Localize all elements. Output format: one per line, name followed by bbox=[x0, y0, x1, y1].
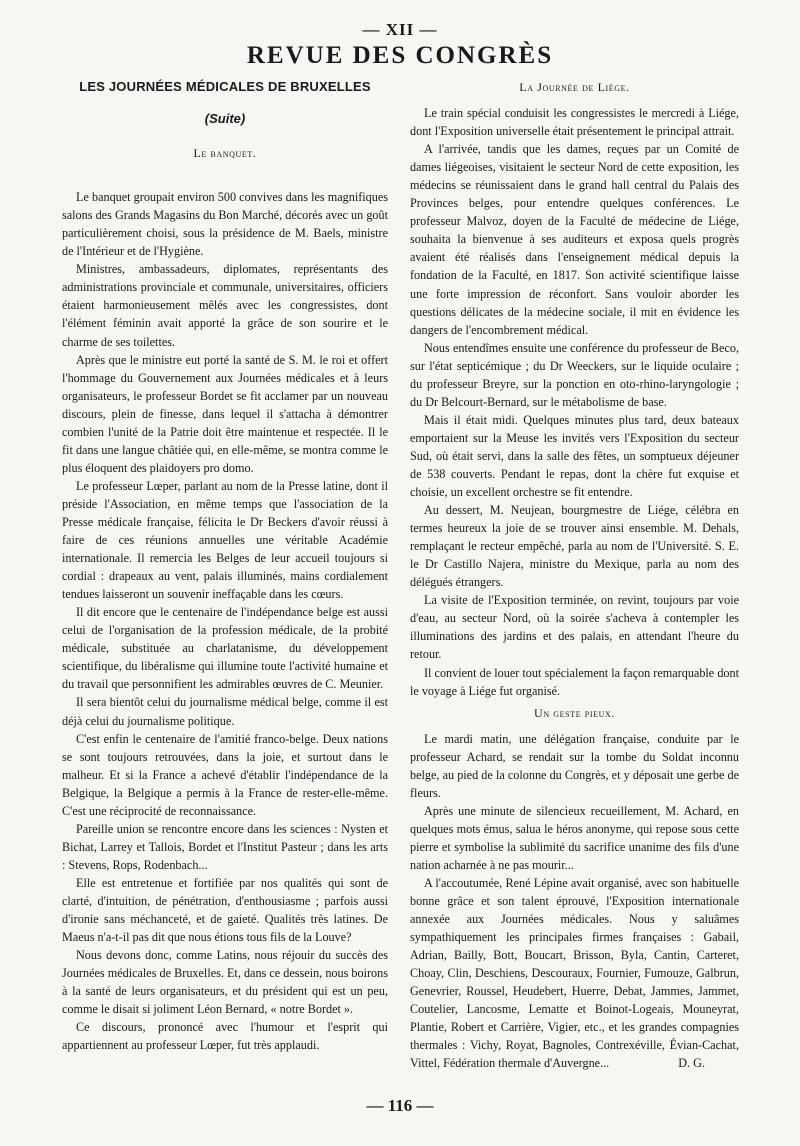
paragraph: Nous entendîmes ensuite une conférence du professeur de Beco, sur l'état septicémique ; du Dr Weeckers, sur le liquide oculaire ; du professeur Breyre, sur la ponction en oto-rhino-laryngologie ; du Dr Belcourt-Bernard, sur le métabolisme de base. bbox=[410, 340, 739, 409]
paragraph: A l'arrivée, tandis que les dames, reçues par un Comité de dames liégeoises, visitaient le secteur Nord de cette exposition, les médecins se réunissaient dans le grand hall central du Palais des Provinces belges, pour entendre quelques conférences. Le professeur Malvoz, doyen de la Faculté de médecine de Liége, souhaita la bienvenue à ses auditeurs et exposa quels progrès avaient été réalisés dans l'enseignement médical depuis la fondation de la Faculté, en 1817. Son activité scientifique laisse une forte impression de réconfort. Sans vouloir aborder les questions délicates de la médecine sociale, il mit en évidence les dangers de l'encombrement médical. bbox=[410, 142, 739, 337]
paragraph: C'est enfin le centenaire de l'amitié franco-belge. Deux nations se sont toujours retrouvées, dans la joie, et surtout dans le malheur. Et si la France a achevé d'établir l'indépendance de la Belgique, la Belgique a permis à la France de rester-elle-même. C'est une réciprocité de reconnaissance. bbox=[62, 731, 388, 818]
article-heading: LES JOURNÉES MÉDICALES DE BRUXELLES bbox=[79, 79, 371, 94]
paragraph: Mais il était midi. Quelques minutes plus tard, deux bateaux emportaient sur la Meuse les invités vers l'Exposition du secteur Sud, où était servi, dans la salle des fêtes, un somptueux déjeuner de 538 couverts. Pendant le repas, dont la chère fut exquise et choisie, un excellent orchestre se fit entendre. bbox=[410, 412, 739, 500]
paragraph: Il dit encore que le centenaire de l'indépendance belge est aussi celui de l'organisation de la profession médicale, de la probité médicale, substituée au charlatanisme, du développement scientifique, du libéralisme qui illumine toute l'activité humaine et du travail que personnifient les admirables œuvres de C. Meunier. bbox=[62, 605, 388, 692]
paragraph-with-signature bbox=[410, 874, 739, 1073]
paragraph: Nous devons donc, comme Latins, nous réjouir du succès des Journées médicales de Bruxelles. Et, dans ce dessein, nous boirons à la santé de leurs organisateurs, et du président qui est un peu, comme le disait si joliment Léon Bernard, « notre Bordet ». bbox=[62, 948, 388, 1017]
page-number: — 116 — bbox=[366, 1096, 434, 1115]
paragraph: Après une minute de silencieux recueillement, M. Achard, en quelques mots émus, salua le héros anonyme, qui repose sous cette pierre et symbolise la sublimité du sacrifice unanime des fils d'une nation acharnée à ne pas mourir... bbox=[410, 803, 739, 872]
author-signature: D. G. bbox=[678, 1056, 705, 1071]
roman-page-marker: — XII — bbox=[362, 20, 438, 39]
paragraph: Le professeur Lœper, parlant au nom de la Presse latine, dont il préside l'Association, en même temps que l'association de la Presse médicale française, félicita le Dr Beckers d'avoir réussi à faire de ces réunions annuelles une véritable Académie internationale. Il remercia les Belges de leur accueil toujours si cordial : drapeaux au vent, palais illuminés, mains cordialement tendues laisseront un souvenir ineffaçable dans les cœurs. bbox=[62, 478, 388, 602]
paragraph: Pareille union se rencontre encore dans les sciences : Nysten et Bichat, Larrey et Tallois, Bordet et l'Institut Pasteur ; dans les arts : Stevens, Rops, Rodenbach... bbox=[62, 821, 388, 872]
section-heading-geste: Un geste pieux. bbox=[534, 705, 615, 720]
paragraph: Le mardi matin, une délégation française, conduite par le professeur Achard, se rendait sur la tombe du Soldat inconnu belge, au pied de la colonne du Congrès, et y déposait une gerbe de fleurs. bbox=[410, 731, 739, 800]
paragraph: Après que le ministre eut porté la santé de S. M. le roi et offert l'hommage du Gouvernement aux Journées médicales et à leurs organisateurs, le professeur Bordet se fit acclamer par un nouveau discours, plein de finesse, dans lequel il s'attacha à démontrer combien l'unité de la Patrie doit être maintenue et respectée. Il le fit dans une langue châtiée qui, en elle-même, se montra comme le plus éloquent des plaidoyers pro domo. bbox=[62, 352, 388, 475]
paragraph: Le train spécial conduisit les congressistes le mercredi à Liége, dont l'Exposition universelle était présentement le principal attrait. bbox=[410, 106, 739, 139]
right-column bbox=[410, 78, 739, 1073]
section-heading-liege: La Journée de Liége. bbox=[519, 80, 630, 94]
paragraph: A l'accoutumée, René Lépine avait organisé, avec son habituelle bonne grâce et son talent éprouvé, l'Exposition internationale annexée aux Journées médicales. Nous y saluâmes sympathiquement les principales firmes françaises : Gabail, Adrian, Bailly, Bott, Boucart, Brisson, Byla, Cantin, Carteret, Choay, Clin, Deschiens, Descouraux, Fournier, Fumouze, Galbrun, Genevrier, Roussel, Heudebert, Huerre, Debat, Jammes, Jammet, Coutelier, Lancosme, Lematte et Boinot-Logeais, Mouneyrat, Plantie, Robert et Carrière, Vigier, etc., et les grandes compagnies thermales : Vichy, Royat, Bagnoles, Contrexéville, Évian-Cachat, Vittel, Fédération thermale d'Auvergne... bbox=[410, 876, 739, 1071]
paragraph: Au dessert, M. Neujean, bourgmestre de Liége, célébra en termes heureux la joie de se trouver ainsi ensemble. M. Dehals, remplaçant le recteur empêché, parla au nom de l'Université. S. E. le Dr Castillo Najera, ministre du Mexique, parla au nom des délégués étrangers. bbox=[410, 503, 739, 590]
continuation-label: (Suite) bbox=[204, 111, 246, 127]
page-title: REVUE DES CONGRÈS bbox=[246, 42, 554, 69]
paragraph: Il convient de louer tout spécialement la façon remarquable dont le voyage à Liége fut organisé. bbox=[410, 665, 739, 698]
section-heading-banquet: Le banquet. bbox=[193, 146, 257, 161]
paragraph: Le banquet groupait environ 500 convives dans les magnifiques salons des Grands Magasins du Bon Marché, décorés avec un goût particulièrement choisi, sous la présidence de M. Baels, ministre de l'Intérieur et de l'Hygiène. bbox=[62, 190, 388, 259]
left-column bbox=[62, 78, 388, 1054]
paragraph: Ce discours, prononcé avec l'humour et l'esprit qui appartiennent au professeur Lœper, fut très applaudi. bbox=[62, 1020, 388, 1053]
paragraph: La visite de l'Exposition terminée, on revint, toujours par voie d'eau, au secteur Nord, où la soirée s'acheva à contempler les illuminations des jardins et des palais, en attendant l'heure du retour. bbox=[410, 593, 739, 662]
paragraph: Il sera bientôt celui du journalisme médical belge, comme il est déjà celui du journalisme politique. bbox=[62, 695, 388, 728]
paragraph: Elle est entretenue et fortifiée par nos qualités qui sont de clarté, d'intuition, de pénétration, d'enthousiasme ; parfois aussi d'ironie sans méchanceté, et de gaieté. Qualités très latines. De Maeus n'a-t-il pas dit que nous étions tous fils de la Louve? bbox=[62, 875, 388, 945]
paragraph: Ministres, ambassadeurs, diplomates, représentants des administrations provinciale et communale, universitaires, officiers étaient harmonieusement mêlés avec les congressistes, dont l'élément féminin avait apporté la grâce de son sourire et le charme de ses toilettes. bbox=[62, 262, 388, 349]
